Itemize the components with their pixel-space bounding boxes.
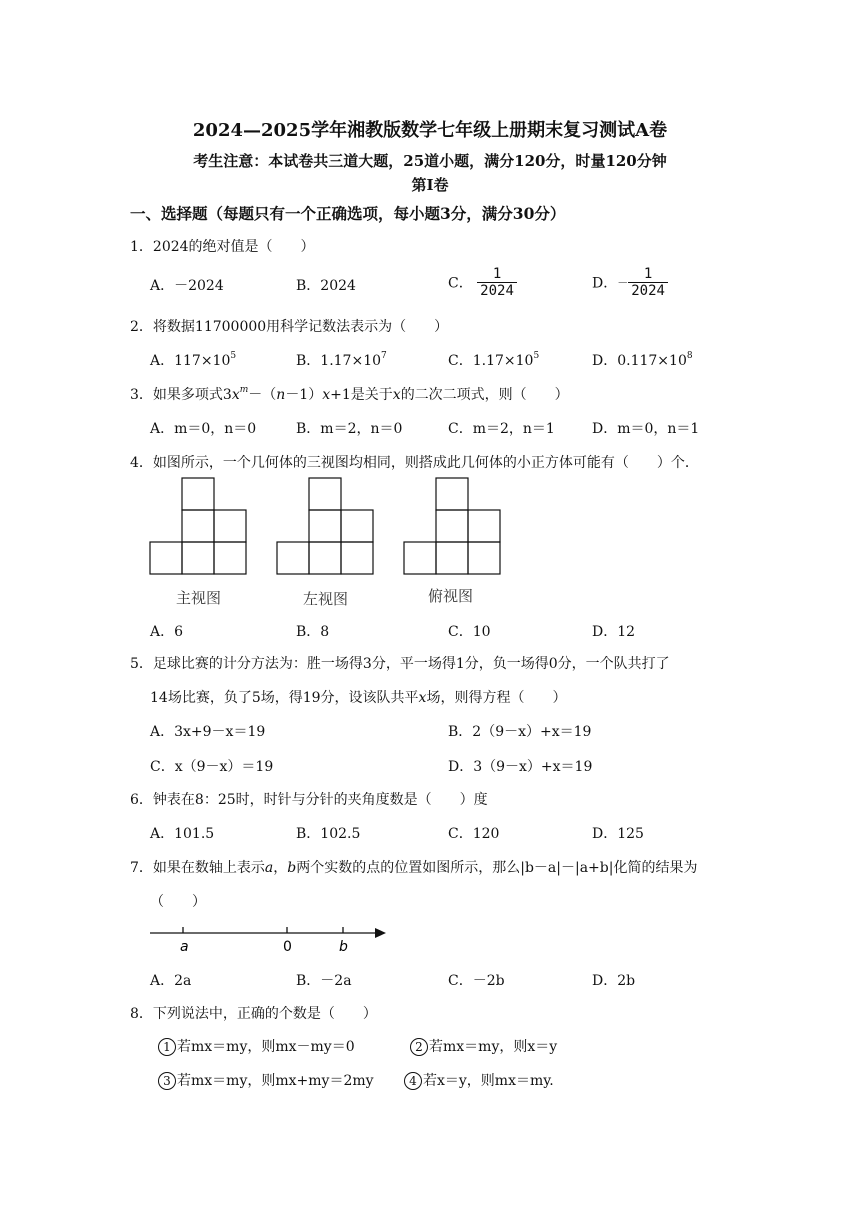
q1-c-fraction: $\frac{1}{2024}$ (477, 266, 517, 299)
q7-option-d: D．2b (592, 973, 636, 989)
axis-label-0: 0 (283, 939, 292, 955)
q5-option-d: D．3（9－x）+x＝19 (448, 759, 593, 775)
top-view-label: 俯视图 (428, 587, 474, 605)
q2-option-b: B．$1.17\times 10^7$ (296, 351, 387, 369)
q8-statement-2: 2 若mx＝my，则x＝y (410, 1036, 557, 1056)
question-8-stem: 8．下列说法中，正确的个数是（ ） (130, 1006, 377, 1022)
circled-number-1: 1 (158, 1038, 176, 1056)
q7-option-a: A．2a (150, 973, 192, 989)
question-6-stem: 6．钟表在8：25时，时针与分针的夹角度数是（ ）度 (130, 792, 488, 808)
q7-option-c: C．－2b (448, 973, 505, 989)
circled-number-3: 3 (158, 1072, 176, 1090)
left-view-label: 左视图 (303, 590, 349, 608)
q8-statement-3: 3 若mx＝my，则mx+my＝2my (158, 1070, 374, 1090)
q6-option-d: D．125 (592, 826, 644, 842)
question-5-stem-line2: 14场比赛，负了5场，得19分，设该队共平x场，则得方程（ ） (150, 690, 567, 706)
q6-option-a: A．101.5 (150, 826, 215, 842)
q4-option-b: B．8 (296, 624, 330, 640)
three-views-figure (146, 476, 516, 610)
front-view-label: 主视图 (176, 589, 222, 607)
q1-option-b: B．2024 (296, 278, 356, 294)
q1-option-d: D．－ $\frac{1}{2024}$ (592, 266, 668, 299)
circled-number-2: 2 (410, 1038, 428, 1056)
q4-option-a: A．6 (150, 624, 184, 640)
question-5-stem-line1: 5．足球比赛的计分方法为：胜一场得3分，平一场得1分，负一场得0分，一个队共打了 (130, 656, 670, 672)
q3-option-d: D．m＝0，n＝1 (592, 421, 700, 437)
number-line-figure (146, 920, 391, 956)
q5-option-a: A．3x+9－x＝19 (150, 724, 266, 740)
q8-statement-1: 1 若mx＝my，则mx－my＝0 (158, 1036, 355, 1056)
question-7-paren: （ ） (150, 894, 206, 910)
q5-option-b: B．2（9－x）+x＝19 (448, 724, 592, 740)
axis-label-a: a (180, 939, 189, 955)
q3-option-b: B．m＝2，n＝0 (296, 421, 403, 437)
question-2-stem: 2．将数据11700000用科学记数法表示为（ ） (130, 319, 449, 335)
q3-option-c: C．m＝2，n＝1 (448, 421, 555, 437)
q2-option-a: A．$117\times 10^5$ (150, 351, 237, 369)
front-view-grid (150, 478, 246, 574)
left-view-grid (277, 478, 373, 574)
section-heading: 一、选择题（每题只有一个正确选项，每小题3分，满分30分） (130, 204, 566, 223)
q1-option-c: C． $\frac{1}{2024}$ (448, 266, 517, 299)
top-view-grid (404, 478, 500, 574)
q3-option-a: A．m＝0，n＝0 (150, 421, 257, 437)
q7-option-b: B．－2a (296, 973, 352, 989)
q1-d-fraction: $\frac{1}{2024}$ (628, 266, 668, 299)
volume-label: 第Ⅰ卷 (411, 176, 449, 194)
q6-option-c: C．120 (448, 826, 500, 842)
q5-option-c: C．x（9－x）＝19 (150, 759, 274, 775)
question-3-stem: 3．如果多项式$3x^m-(n-1)x+1$是关于x的二次二项式，则（ ） (130, 385, 569, 403)
q4-option-c: C．10 (448, 624, 491, 640)
question-1-stem: 1．2024的绝对值是（ ） (130, 239, 315, 255)
circled-number-4: 4 (404, 1072, 422, 1090)
q2-option-c: C．$1.17\times 10^5$ (448, 351, 540, 369)
q1-option-a: A．－2024 (150, 278, 224, 294)
question-7-stem: 7．如果在数轴上表示a，b两个实数的点的位置如图所示，那么|b－a|－|a+b|化简的结果为 (130, 860, 698, 876)
exam-notice: 考生注意：本试卷共三道大题，25道小题，满分120分，时量120分钟 (193, 152, 667, 170)
arrow-icon (375, 928, 386, 938)
axis-label-b: b (339, 939, 348, 955)
q6-option-b: B．102.5 (296, 826, 361, 842)
exam-title: 2024—2025学年湘教版数学七年级上册期末复习测试A卷 (192, 120, 668, 141)
q2-option-d: D．$0.117\times 10^8$ (592, 351, 693, 369)
q4-option-d: D．12 (592, 624, 636, 640)
question-4-stem: 4．如图所示，一个几何体的三视图均相同，则搭成此几何体的小正方体可能有（ ）个． (130, 455, 699, 471)
q8-statement-4: 4 若x＝y，则mx＝my. (404, 1070, 554, 1090)
